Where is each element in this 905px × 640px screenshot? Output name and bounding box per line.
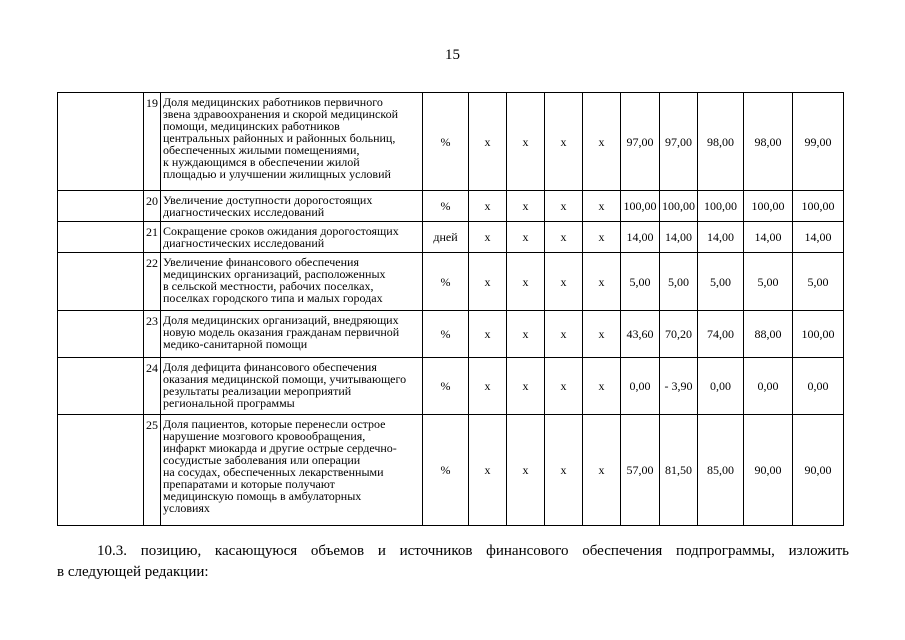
value-cell: 100,00	[793, 191, 844, 222]
value-cell: x	[545, 311, 583, 358]
table-row	[58, 415, 844, 526]
indicator-name-line: условиях	[163, 501, 210, 515]
value-cell: 100,00	[744, 191, 793, 222]
indicator-name-line: поселках городского типа и малых городах	[163, 291, 383, 305]
indicator-name	[161, 311, 423, 358]
value-cell: 100,00	[621, 191, 660, 222]
row-number: 23	[144, 311, 161, 358]
value-cell: 98,00	[698, 93, 744, 191]
unit-cell: %	[423, 311, 469, 358]
value-cell: x	[583, 253, 621, 311]
value-cell: 14,00	[698, 222, 744, 253]
indicator-name-line: Увеличение доступности дорогостоящих	[163, 193, 373, 207]
value-cell: 5,00	[660, 253, 698, 311]
value-cell: 88,00	[744, 311, 793, 358]
indicator-name-line: звена здравоохранения и скорой медицинской	[163, 107, 399, 121]
unit-cell: дней	[423, 222, 469, 253]
value-cell: x	[545, 253, 583, 311]
value-cell: 5,00	[621, 253, 660, 311]
value-cell: 57,00	[621, 415, 660, 526]
indicator-name-line: результаты реализации мероприятий	[163, 384, 352, 398]
value-cell: 5,00	[793, 253, 844, 311]
value-cell: 43,60	[621, 311, 660, 358]
value-cell: 97,00	[660, 93, 698, 191]
value-cell: 90,00	[744, 415, 793, 526]
unit-cell: %	[423, 415, 469, 526]
value-cell: x	[583, 191, 621, 222]
indicator-name-line: в сельской местности, рабочих поселках,	[163, 279, 374, 293]
indicator-name-line: Доля дефицита финансового обеспечения	[163, 360, 377, 374]
indicator-name-line: новую модель оказания гражданам первичной	[163, 325, 400, 339]
indicator-name	[161, 93, 423, 191]
value-cell: 0,00	[793, 358, 844, 415]
indicator-name	[161, 415, 423, 526]
indicator-name-line: Доля медицинских организаций, внедряющих	[163, 313, 399, 327]
value-cell: x	[469, 311, 507, 358]
value-cell: x	[507, 93, 545, 191]
indicator-name-line: на сосудах, обеспеченных лекарственными	[163, 465, 384, 479]
indicator-name-line: помощи, медицинских работников	[163, 119, 340, 133]
value-cell: 98,00	[744, 93, 793, 191]
value-cell: 97,00	[621, 93, 660, 191]
row-number: 20	[144, 191, 161, 222]
unit-cell: %	[423, 93, 469, 191]
unit-cell: %	[423, 253, 469, 311]
value-cell: x	[469, 415, 507, 526]
table-row	[58, 311, 844, 358]
value-cell: 5,00	[744, 253, 793, 311]
value-cell: x	[507, 415, 545, 526]
value-cell: x	[583, 415, 621, 526]
unit-cell: %	[423, 358, 469, 415]
table-row	[58, 191, 844, 222]
value-cell: x	[469, 191, 507, 222]
indicator-name-line: Доля медицинских работников первичного	[163, 95, 383, 109]
value-cell: 0,00	[698, 358, 744, 415]
value-cell: x	[507, 311, 545, 358]
blank-cell	[58, 415, 144, 526]
indicator-name-line: медицинскую помощь в амбулаторных	[163, 489, 362, 503]
blank-cell	[58, 358, 144, 415]
table-row	[58, 253, 844, 311]
value-cell: 0,00	[621, 358, 660, 415]
indicator-name-line: медицинских организаций, расположенных	[163, 267, 386, 281]
indicator-name-line: инфаркт миокарда и другие острые сердечно-	[163, 441, 397, 455]
row-number: 22	[144, 253, 161, 311]
value-cell: x	[507, 222, 545, 253]
value-cell: 14,00	[793, 222, 844, 253]
indicator-name-line: Доля пациентов, которые перенесли острое	[163, 417, 386, 431]
value-cell: 0,00	[744, 358, 793, 415]
value-cell: x	[583, 93, 621, 191]
indicator-name-line: оказания медицинской помощи, учитывающего	[163, 372, 407, 386]
value-cell: x	[507, 358, 545, 415]
value-cell: - 3,90	[660, 358, 698, 415]
value-cell: x	[507, 253, 545, 311]
value-cell: x	[469, 222, 507, 253]
blank-cell	[58, 311, 144, 358]
value-cell: 99,00	[793, 93, 844, 191]
unit-cell: %	[423, 191, 469, 222]
row-number: 24	[144, 358, 161, 415]
indicator-name-line: медико-санитарной помощи	[163, 337, 308, 351]
blank-cell	[58, 93, 144, 191]
amendment-paragraph	[57, 541, 849, 583]
indicator-name-line: площадью и улучшении жилищных условий	[163, 167, 391, 181]
indicator-name-line: Увеличение финансового обеспечения	[163, 255, 359, 269]
indicator-name-line: Сокращение сроков ожидания дорогостоящих	[163, 224, 399, 238]
indicator-name-line: региональной программы	[163, 396, 295, 410]
value-cell: x	[469, 358, 507, 415]
value-cell: x	[545, 358, 583, 415]
indicators-table	[57, 92, 844, 526]
value-cell: x	[469, 253, 507, 311]
indicator-name-line: к нуждающимся в обеспечении жилой	[163, 155, 360, 169]
page-number: 15	[445, 47, 460, 63]
indicator-name	[161, 253, 423, 311]
value-cell: x	[583, 358, 621, 415]
table-row	[58, 222, 844, 253]
paragraph-line-2: в следующей редакции:	[57, 564, 209, 580]
value-cell: 81,50	[660, 415, 698, 526]
value-cell: 74,00	[698, 311, 744, 358]
value-cell: 70,20	[660, 311, 698, 358]
row-number: 21	[144, 222, 161, 253]
indicator-name-line: центральных районных и районных больниц,	[163, 131, 396, 145]
table-row	[58, 93, 844, 191]
indicator-name	[161, 191, 423, 222]
value-cell: 85,00	[698, 415, 744, 526]
indicator-name	[161, 358, 423, 415]
blank-cell	[58, 253, 144, 311]
value-cell: 100,00	[698, 191, 744, 222]
table-row	[58, 358, 844, 415]
value-cell: x	[583, 311, 621, 358]
indicator-name-line: сосудистые заболевания или операции	[163, 453, 361, 467]
value-cell: x	[507, 191, 545, 222]
value-cell: x	[545, 222, 583, 253]
paragraph-line-1: 10.3. позицию, касающуюся объемов и источников финансового обеспечения подпрограммы, изложить	[97, 543, 849, 559]
indicator-name	[161, 222, 423, 253]
value-cell: 100,00	[793, 311, 844, 358]
value-cell: 14,00	[744, 222, 793, 253]
value-cell: 100,00	[660, 191, 698, 222]
blank-cell	[58, 191, 144, 222]
indicator-name-line: обеспеченных жилыми помещениями,	[163, 143, 360, 157]
row-number: 25	[144, 415, 161, 526]
value-cell: 14,00	[660, 222, 698, 253]
value-cell: 90,00	[793, 415, 844, 526]
value-cell: x	[545, 93, 583, 191]
indicator-name-line: диагностических исследований	[163, 205, 325, 219]
value-cell: x	[469, 93, 507, 191]
value-cell: 5,00	[698, 253, 744, 311]
value-cell: 14,00	[621, 222, 660, 253]
indicator-name-line: препаратами и которые получают	[163, 477, 335, 491]
indicator-name-line: нарушение мозгового кровообращения,	[163, 429, 366, 443]
value-cell: x	[545, 191, 583, 222]
row-number: 19	[144, 93, 161, 191]
blank-cell	[58, 222, 144, 253]
indicator-name-line: диагностических исследований	[163, 236, 325, 250]
value-cell: x	[545, 415, 583, 526]
value-cell: x	[583, 222, 621, 253]
